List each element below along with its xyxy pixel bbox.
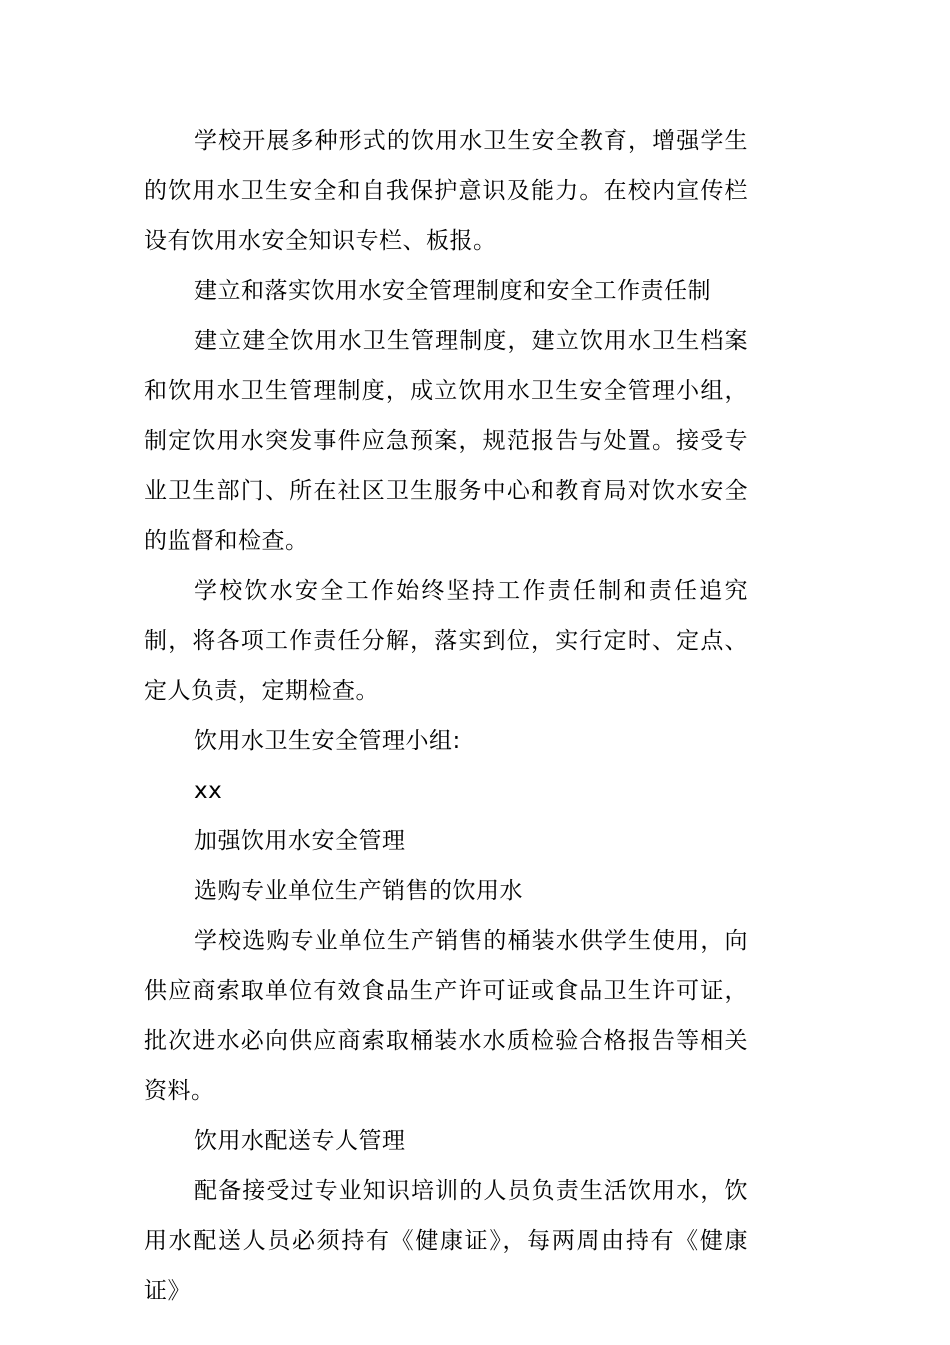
heading-delivery: 饮用水配送专人管理 — [194, 1128, 406, 1154]
paragraph-management-system: 建立建全饮用水卫生管理制度，建立饮用水卫生档案和饮用水卫生管理制度，成立饮用水卫生安全管理小组，制定饮用水突发事件应急预案，规范报告与处置。接受专业卫生部门、所在社区卫生服务中心和教育局对饮水安全的监督和检查。 — [144, 328, 748, 554]
heading-purchase: 选购专业单位生产销售的饮用水 — [194, 878, 523, 904]
paragraph-education: 学校开展多种形式的饮用水卫生安全教育，增强学生的饮用水卫生安全和自我保护意识及能力。在校内宣传栏设有饮用水安全知识专栏、板报。 — [144, 128, 748, 254]
paragraph-responsibility: 学校饮水安全工作始终坚持工作责任制和责任追究制，将各项工作责任分解，落实到位，实行定时、定点、定人负责，定期检查。 — [144, 578, 748, 704]
paragraph-purchase: 学校选购专业单位生产销售的桶装水供学生使用，向供应商索取单位有效食品生产许可证或食品卫生许可证，批次进水必向供应商索取桶装水水质检验合格报告等相关资料。 — [144, 928, 748, 1104]
document-body — [144, 116, 748, 1316]
heading-management-group: 饮用水卫生安全管理小组: — [194, 728, 461, 754]
group-member-name: xx — [194, 778, 223, 804]
paragraph-delivery: 配备接受过专业知识培训的人员负责生活饮用水，饮用水配送人员必须持有《健康证》，每两周由持有《健康证》 — [144, 1178, 748, 1304]
heading-management-system: 建立和落实饮用水安全管理制度和安全工作责任制 — [194, 278, 711, 304]
heading-strengthen-management: 加强饮用水安全管理 — [194, 828, 406, 854]
